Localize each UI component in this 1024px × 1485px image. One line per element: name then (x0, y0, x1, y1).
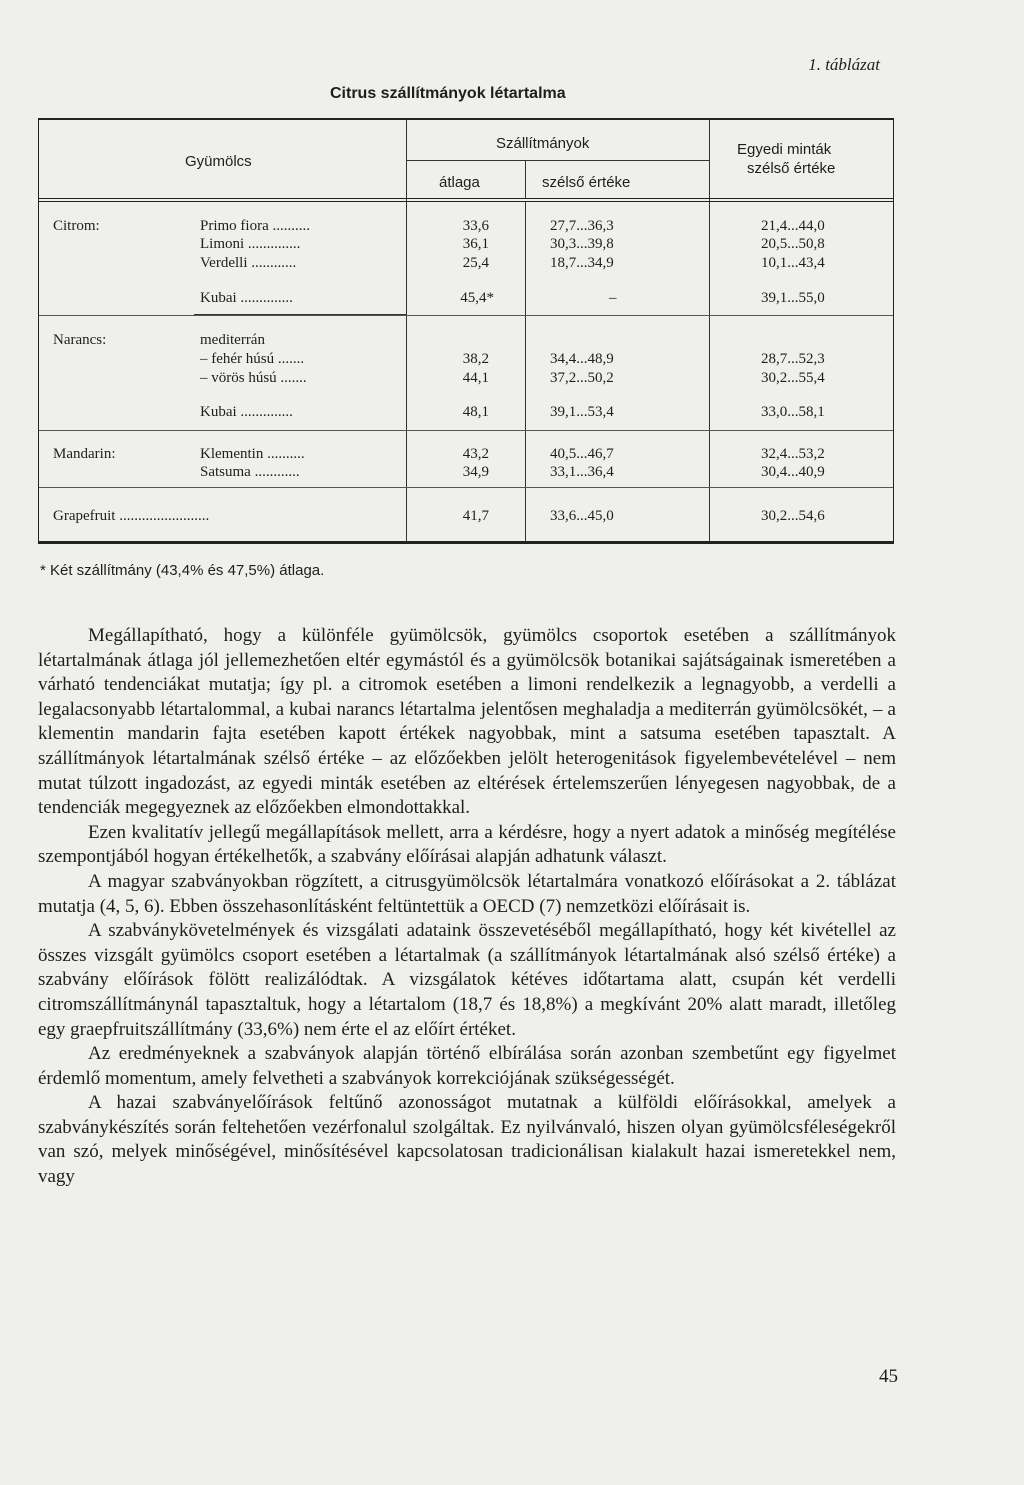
table-footnote: * Két szállítmány (43,4% és 47,5%) átlaga. (40, 562, 325, 579)
avg-value: 33,6 (462, 218, 489, 234)
sample-value: 30,4...40,9 (761, 464, 825, 480)
header-extreme: szélső értéke (542, 174, 631, 191)
group-label: Citrom: (53, 218, 100, 234)
header-average: átlaga (439, 174, 480, 191)
avg-value: 34,9 (462, 464, 489, 480)
sample-value: 20,5...50,8 (761, 236, 825, 252)
paragraph: Az eredményeknek a szabványok alapján történő elbírálása során azonban szembetűnt egy figyelmet érdemlő momentum, amely felvetheti a szabványok korrekciójának szükségességét. (38, 1043, 896, 1089)
sample-value: 32,4...53,2 (761, 446, 825, 462)
paragraph: Ezen kvalitatív jellegű megállapítások mellett, arra a kérdésre, hogy a nyert adatok a minőség megítélése szempontjából hogyan értékelhetők, a szabvány előírásai alapján adhatunk választ. (38, 821, 896, 868)
variety-label: mediterrán (200, 332, 265, 348)
data-table (38, 118, 894, 544)
variety-label: Kubai .............. (200, 290, 293, 306)
paragraph: Megállapítható, hogy a különféle gyümölcsök, gyümölcs csoportok esetében a szállítmányok létartalmának átlaga jól jellemezhetően eltér egymástól és a gyümölcsök botanikai sajátságainak ismeretében a várható tendenciákat mutatja; így pl. a citromok esetében a limoni rendelkezik a legnagyobb, a verdelli a legalacsonyabb létartalommal, a kubai narancs létartalma jelentősen meghaladja a mediterrán gyümölcsökét, – a klementin mandarin fajta esetében kapott értékek nagyobbak, mint a satsuma esetében tapasztalt. A szállítmányok létartalmának szélső értéke – az előzőekben jelölt heterogenitások figyelembevételével – nem mutat túlzott ingadozást, az egyedi minták esetében az eltérések értelemszerűen lényegesen nagyobbak, de a tendenciák megegyeznek az előzőekben elmondottakkal. (38, 625, 896, 819)
range-value: 33,6...45,0 (550, 508, 614, 524)
variety-label: Limoni .............. (200, 236, 301, 252)
range-value: 40,5...46,7 (550, 446, 614, 462)
avg-value: 41,7 (462, 508, 489, 524)
body-text (38, 624, 896, 1190)
range-value: 34,4...48,9 (550, 351, 614, 367)
variety-label: Verdelli ............ (200, 255, 297, 271)
sample-value: 30,2...55,4 (761, 370, 825, 386)
avg-value: 48,1 (462, 404, 489, 420)
paragraph: A szabványkövetelmények és vizsgálati adataink összevetéséből megállapítható, hogy két kivétellel az összes vizsgált gyümölcs csoport esetében a létartalmak (a szállítmányok létartalmának alsó szélső értéke) a szabvány előírások fölött realizálódtak. A vizsgálatok kétéves időtartama alatt, csupán két verdelli citromszállítmánynál tapasztaltuk, hogy a létartalom (18,7 és 18,8%) a megkívánt 20% alatt maradt, illetőleg egy graepfruitszállítmány (33,6%) nem érte el az előírt értéket. (38, 920, 896, 1040)
group-label: Mandarin: (53, 446, 116, 462)
avg-value: 25,4 (462, 255, 489, 271)
paragraph: A magyar szabványokban rögzített, a citrusgyümölcsök létartalmára vonatkozó előírásokat a 2. táblázat mutatja (4, 5, 6). Ebben összehasonlításként feltüntettük a OECD (7) nemzetközi előírásait is. (38, 870, 896, 917)
avg-value: 36,1 (462, 236, 489, 252)
header-fruit: Gyümölcs (185, 153, 252, 170)
range-value: 30,3...39,8 (550, 236, 614, 252)
header-samples-2: szélső értéke (747, 160, 836, 177)
sample-value: 21,4...44,0 (761, 218, 825, 234)
range-value: 37,2...50,2 (550, 370, 614, 386)
range-value: 39,1...53,4 (550, 404, 614, 420)
range-value: 18,7...34,9 (550, 255, 614, 271)
variety-label: – vörös húsú ....... (200, 370, 307, 386)
header-samples: Egyedi minták (737, 141, 832, 158)
sample-value: 28,7...52,3 (761, 351, 825, 367)
sample-value: 30,2...54,6 (761, 508, 825, 524)
avg-value: 45,4* (460, 290, 494, 306)
variety-label: Kubai .............. (200, 404, 293, 420)
table-number-label: 1. táblázat (808, 55, 880, 74)
sample-value: 10,1...43,4 (761, 255, 825, 271)
sample-value: 39,1...55,0 (761, 290, 825, 306)
variety-label: Satsuma ............ (200, 464, 300, 480)
variety-label: – fehér húsú ....... (200, 351, 305, 367)
avg-value: 44,1 (462, 370, 489, 386)
header-shipments: Szállítmányok (496, 135, 590, 152)
avg-value: 38,2 (462, 351, 489, 367)
paragraph: A hazai szabványelőírások feltűnő azonosságot mutatnak a külföldi előírásokkal, amelyek a szabványkészítés során feltehetően vezérfonalul szolgáltak. Ez nyilvánvaló, hiszen olyan gyümölcsféleségekről van szó, melyek minőségével, minősítésével kapcsolatosan tradicionálisan kialakult hazai ismeretekkel nem, vagy (38, 1092, 896, 1188)
group-label: Grapefruit ........................ (53, 508, 210, 524)
sample-value: 33,0...58,1 (761, 404, 825, 420)
range-value: – (609, 290, 617, 306)
range-value: 33,1...36,4 (550, 464, 614, 480)
avg-value: 43,2 (462, 446, 489, 462)
group-label: Narancs: (53, 332, 107, 348)
variety-label: Klementin .......... (200, 446, 305, 462)
variety-label: Primo fiora .......... (200, 218, 310, 234)
table-caption: Citrus szállítmányok létartalma (330, 85, 566, 102)
page-number: 45 (879, 1366, 898, 1387)
range-value: 27,7...36,3 (550, 218, 614, 234)
